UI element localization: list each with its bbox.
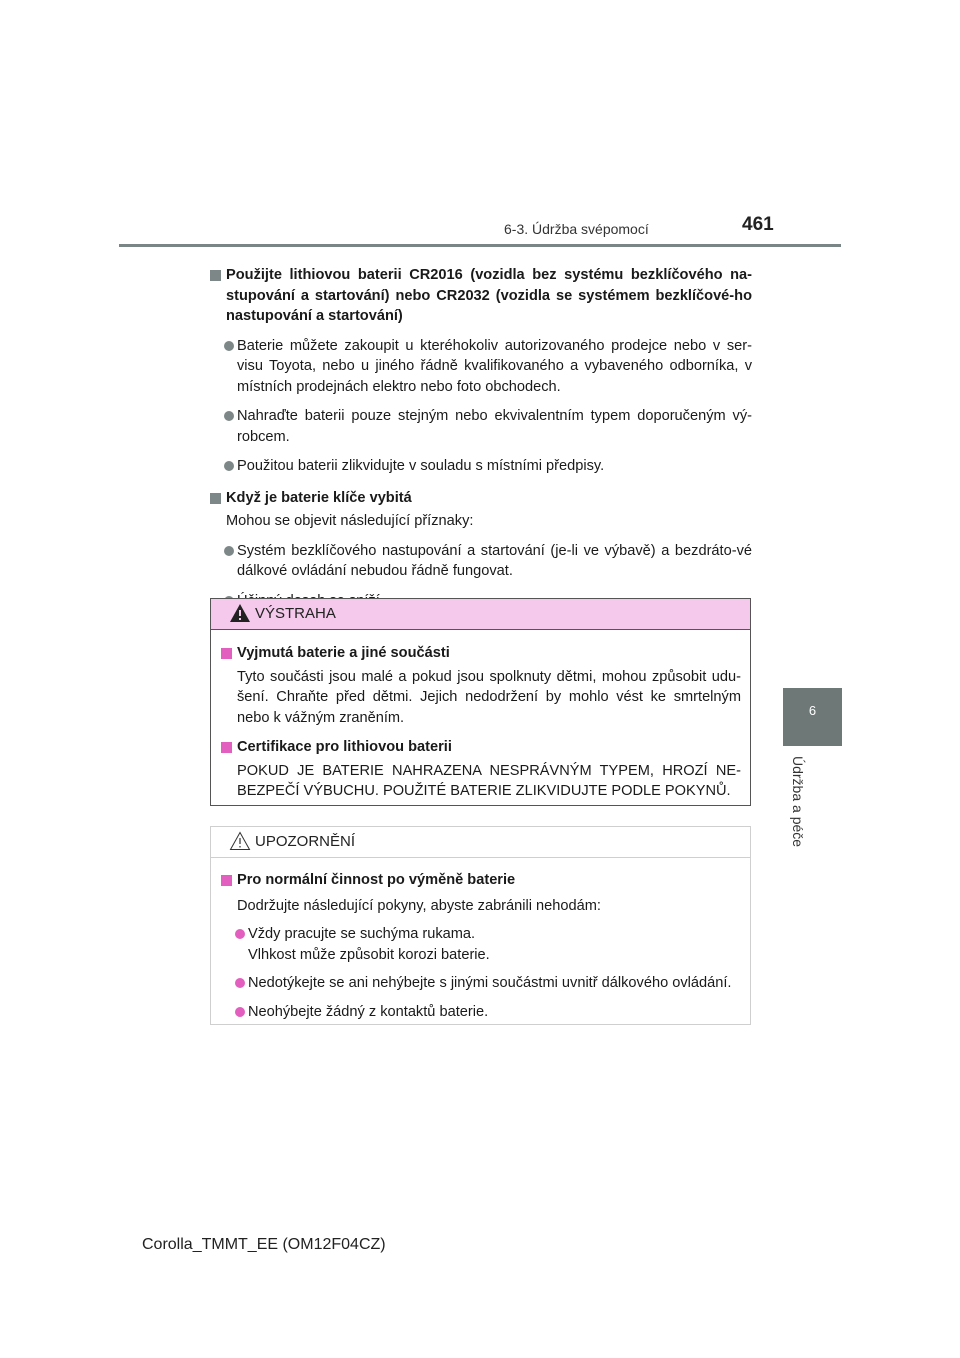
main-content xyxy=(210,265,752,611)
circle-bullet-icon xyxy=(235,929,245,939)
paragraph: Tyto součásti jsou malé a pokud jsou spolknuty dětmi, mohou způsobit udu-šení. Chraňte před dětmi. Jejich nedodržení by mohlo vést ke smrtelným nebo k vážným zraněním. xyxy=(237,668,741,726)
circle-bullet-icon xyxy=(235,978,245,988)
warning-triangle-icon xyxy=(229,603,251,623)
list-item-text: Vždy pracujte se suchýma rukama. xyxy=(248,926,476,942)
list-item-text: Neohýbejte žádný z kontaktů baterie. xyxy=(248,1003,489,1020)
heading-text: Certifikace pro lithiovou baterii xyxy=(237,739,452,755)
list-item xyxy=(221,924,741,965)
circle-bullet-icon xyxy=(224,341,234,351)
list-item xyxy=(210,406,752,447)
warning-subheading xyxy=(221,643,741,664)
list-item xyxy=(221,1002,741,1023)
chapter-tab xyxy=(783,688,842,746)
list-item-text: Nahraďte baterii pouze stejným nebo ekvivalentním typem doporučeným vý-robcem. xyxy=(237,408,752,445)
caution-box xyxy=(210,826,751,1025)
heading-text: Když je baterie klíče vybitá xyxy=(226,489,412,506)
warning-box xyxy=(210,598,751,806)
chapter-number: 6 xyxy=(808,703,817,718)
square-bullet-icon xyxy=(210,493,221,504)
circle-bullet-icon xyxy=(235,1007,245,1017)
list-item-text: Systém bezklíčového nastupování a startování (je-li ve výbavě) a bezdráto-vé dálkové ovládání nebudou řádně fungovat. xyxy=(237,542,752,579)
list-item xyxy=(221,973,741,994)
section-heading xyxy=(210,488,752,509)
list-item xyxy=(210,456,752,477)
list-item-text: Vlhkost může způsobit korozi baterie. xyxy=(248,946,490,963)
square-bullet-icon xyxy=(221,742,232,753)
caution-body xyxy=(221,870,741,1022)
paragraph: Dodržujte následující pokyny, abyste zabránili nehodám: xyxy=(237,897,601,914)
list-item-text: Použitou baterii zlikvidujte v souladu s místními předpisy. xyxy=(237,458,605,474)
caution-subheading xyxy=(221,870,741,891)
circle-bullet-icon xyxy=(224,546,234,556)
warning-subheading xyxy=(221,737,741,758)
chapter-title: Údržba a péče xyxy=(790,756,806,848)
warning-body xyxy=(221,643,741,802)
section-heading xyxy=(210,265,752,327)
paragraph: Mohou se objevit následující příznaky: xyxy=(226,513,474,529)
warning-header xyxy=(211,599,750,630)
heading-text: Pro normální činnost po výměně baterie xyxy=(237,872,516,888)
heading-text: Vyjmutá baterie a jiné součásti xyxy=(237,645,450,661)
circle-bullet-icon xyxy=(224,411,234,421)
circle-bullet-icon xyxy=(224,461,234,471)
page-number: 461 xyxy=(742,214,774,235)
caution-triangle-icon xyxy=(229,831,251,851)
section-title: 6-3. Údržba svépomocí xyxy=(504,221,649,237)
square-bullet-icon xyxy=(210,270,221,281)
list-item-text: Baterie můžete zakoupit u kteréhokoliv autorizovaného prodejce nebo v ser-visu Toyota, nebo u jiného řádně kvalifikovaného a vybaveného odborníka, v místních prodejnách elektro nebo foto obchodech. xyxy=(237,337,752,395)
caution-label: UPOZORNĚNÍ xyxy=(255,833,356,850)
list-item xyxy=(210,336,752,398)
heading-text: Použijte lithiovou baterii CR2016 (vozidla bez systému bezklíčového na-stupování a startování) nebo CR2032 (vozidla se systémem bezklíčové-ho nastupování a startování) xyxy=(226,267,752,324)
caution-header xyxy=(211,827,750,858)
warning-label: VÝSTRAHA xyxy=(255,605,336,622)
paragraph: POKUD JE BATERIE NAHRAZENA NESPRÁVNÝM TYPEM, HROZÍ NE-BEZPEČÍ VÝBUCHU. POUŽITÉ BATERIE ZLIKVIDUJTE PODLE POKYNŮ. xyxy=(237,762,741,799)
list-item xyxy=(210,541,752,582)
square-bullet-icon xyxy=(221,875,232,886)
square-bullet-icon xyxy=(221,648,232,659)
document-id: Corolla_TMMT_EE (OM12F04CZ) xyxy=(142,1236,386,1253)
header-divider xyxy=(119,244,841,247)
list-item-text: Nedotýkejte se ani nehýbejte s jinými součástmi uvnitř dálkového ovládání. xyxy=(248,975,732,991)
